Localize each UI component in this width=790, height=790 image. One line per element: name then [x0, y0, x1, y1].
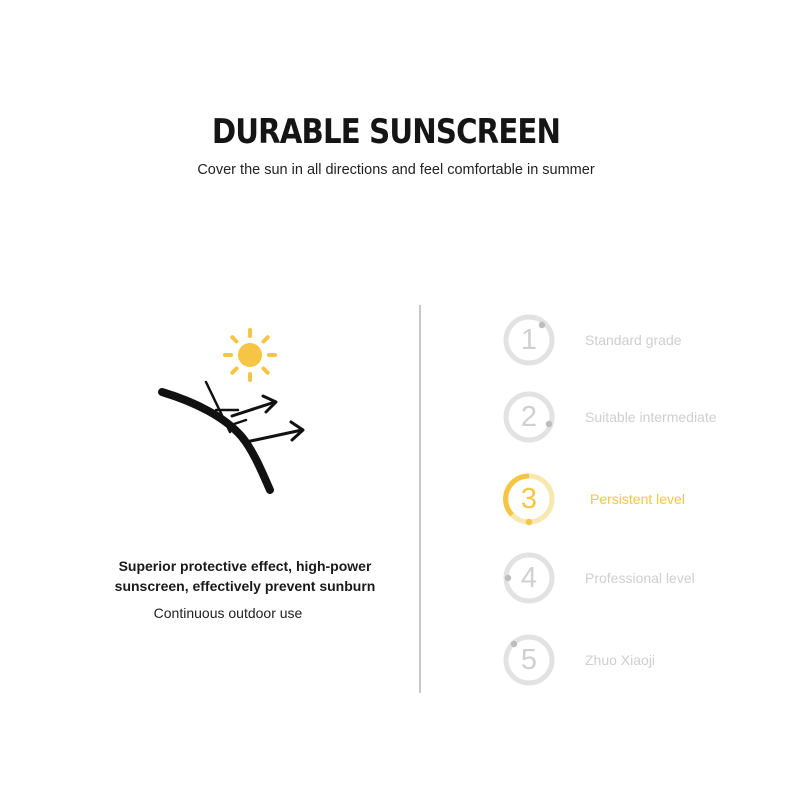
level-label-1: Standard grade	[585, 332, 682, 348]
feature-description-line2: sunscreen, effectively prevent sunburn	[114, 578, 376, 594]
level-number-3: 3	[520, 483, 538, 515]
level-item-1	[500, 311, 740, 369]
level-label-4: Professional level	[585, 570, 695, 586]
feature-subtext: Continuous outdoor use	[153, 605, 303, 621]
level-item-2	[500, 388, 740, 446]
level-number-1: 1	[520, 324, 538, 356]
feature-description-line1: Superior protective effect, high-power	[118, 558, 372, 574]
page-title: DURABLE SUNSCREEN	[211, 112, 561, 152]
page-subtitle: Cover the sun in all directions and feel comfortable in summer	[197, 162, 595, 178]
level-label-2: Suitable intermediate	[585, 409, 717, 425]
level-number-5: 5	[520, 644, 538, 676]
level-number-2: 2	[520, 401, 538, 433]
level-label-3: Persistent level	[590, 491, 685, 507]
feature-description	[90, 556, 400, 596]
level-label-5: Zhuo Xiaoji	[585, 652, 656, 668]
level-item-5	[500, 631, 740, 689]
level-number-4: 4	[520, 562, 538, 594]
level-item-4	[500, 549, 740, 607]
branch-arrows-icon	[150, 372, 315, 497]
level-item-3	[500, 470, 740, 528]
vertical-divider	[419, 305, 421, 693]
